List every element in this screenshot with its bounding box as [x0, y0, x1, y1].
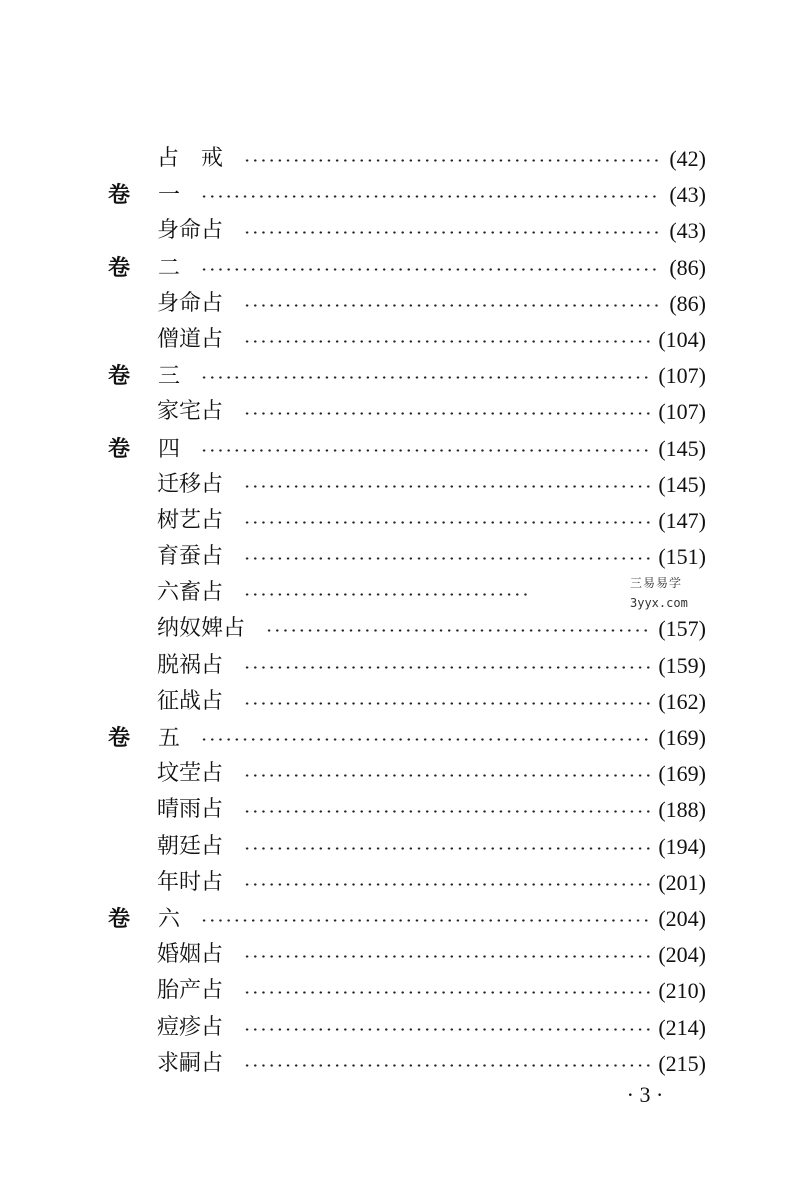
label-text: 迁移占	[157, 471, 224, 497]
watermark-url: 3yyx.com	[630, 596, 688, 610]
volume-label	[108, 906, 180, 933]
entry-label	[157, 797, 223, 823]
toc-entry-row	[0, 321, 790, 357]
label-text: 卷	[108, 435, 131, 462]
entry-label	[157, 291, 223, 317]
entry-label	[157, 689, 223, 715]
entry-label	[157, 1015, 223, 1041]
dot-leader	[200, 195, 661, 198]
label-text: 僧道占	[157, 326, 224, 352]
toc-entry-row	[0, 936, 790, 972]
dot-leader	[243, 159, 661, 162]
page-reference: (210)	[658, 978, 706, 1004]
label-text: 家宅占	[157, 399, 224, 425]
volume-number: 三	[158, 364, 181, 390]
dot-leader	[243, 847, 650, 850]
toc-volume-row	[0, 430, 790, 466]
toc-volume-row	[0, 719, 790, 755]
toc-entry-row	[0, 1045, 790, 1081]
dot-leader	[243, 955, 650, 958]
toc-entry-row	[0, 647, 790, 683]
dot-leader	[243, 883, 650, 886]
toc-entry-row	[0, 610, 790, 646]
entry-label	[157, 327, 223, 353]
toc-entry-row	[0, 285, 790, 321]
dot-leader	[200, 919, 650, 922]
toc-entry-row	[0, 755, 790, 791]
label-text: 征战占	[157, 688, 224, 714]
toc-volume-row	[0, 900, 790, 936]
page-reference: (145)	[658, 471, 706, 497]
entry-label	[157, 761, 223, 787]
toc-entry-row	[0, 393, 790, 429]
dot-leader	[243, 810, 650, 813]
dot-leader	[200, 738, 650, 741]
page-reference: (43)	[669, 182, 706, 208]
page-reference: (145)	[658, 435, 706, 461]
page-reference: (86)	[669, 290, 706, 316]
toc-entry-row	[0, 538, 790, 574]
volume-label	[108, 436, 180, 463]
label-text: 育蚕占	[157, 544, 224, 570]
toc-volume-row	[0, 176, 790, 212]
page-reference: (107)	[658, 399, 706, 425]
toc-volume-row	[0, 249, 790, 285]
label-text: 占 戒	[157, 146, 224, 171]
toc-entry-row	[0, 683, 790, 719]
toc-entry-row	[0, 212, 790, 248]
entry-label	[157, 472, 223, 498]
toc-entry-row	[0, 972, 790, 1008]
dot-leader	[243, 521, 650, 524]
label-text: 婚姻占	[157, 942, 224, 968]
dot-leader	[243, 774, 650, 777]
dot-leader	[200, 449, 650, 452]
volume-number: 四	[158, 436, 181, 462]
watermark-title: 三易易学	[630, 576, 683, 590]
page-reference: (194)	[658, 833, 706, 859]
label-text: 坟茔占	[157, 761, 224, 787]
dot-leader	[243, 991, 650, 994]
label-text: 身命占	[157, 218, 224, 244]
dot-leader	[265, 629, 650, 632]
label-text: 朝廷占	[157, 833, 224, 859]
entry-label	[157, 870, 223, 896]
volume-label	[108, 725, 180, 752]
entry-label	[157, 1051, 223, 1077]
page-reference: (147)	[658, 507, 706, 533]
page-reference: (159)	[658, 652, 706, 678]
entry-label	[157, 508, 223, 534]
dot-leader	[243, 593, 530, 596]
page-reference: (157)	[658, 616, 706, 642]
watermark	[630, 575, 710, 613]
entry-label	[157, 580, 223, 606]
page-reference: (86)	[669, 254, 706, 280]
entry-label	[157, 834, 223, 860]
page-reference: (104)	[658, 326, 706, 352]
label-text: 卷	[108, 254, 131, 281]
toc-entry-row	[0, 466, 790, 502]
page-reference: (204)	[658, 942, 706, 968]
toc-entry-row	[0, 1009, 790, 1045]
volume-label	[108, 363, 180, 390]
entry-label	[157, 616, 245, 642]
page-reference: (42)	[669, 146, 706, 171]
page-reference: (204)	[658, 905, 706, 931]
label-text: 脱祸占	[157, 652, 224, 678]
page-reference: (169)	[658, 761, 706, 787]
dot-leader	[243, 304, 661, 307]
page-reference: (201)	[658, 869, 706, 895]
dot-leader	[200, 376, 650, 379]
page-reference: (43)	[669, 218, 706, 244]
dot-leader	[243, 1028, 650, 1031]
volume-number: 六	[158, 906, 181, 932]
label-text: 六畜占	[157, 580, 224, 606]
toc-entry-row	[0, 864, 790, 900]
volume-label	[108, 182, 180, 209]
toc-volume-row	[0, 357, 790, 393]
volume-number: 二	[158, 255, 181, 281]
entry-label	[157, 146, 223, 172]
dot-leader	[243, 666, 650, 669]
label-text: 痘疹占	[157, 1014, 224, 1040]
page-reference: (188)	[658, 797, 706, 823]
toc-entry-row	[0, 828, 790, 864]
dot-leader	[243, 557, 650, 560]
page-reference: (162)	[658, 688, 706, 714]
page-reference: (215)	[658, 1050, 706, 1076]
toc-entry-row	[0, 791, 790, 827]
page-number: · 3 ·	[626, 1082, 664, 1107]
entry-label	[157, 218, 223, 244]
entry-label	[157, 942, 223, 968]
volume-label	[108, 255, 180, 282]
page-reference: (151)	[658, 544, 706, 570]
label-text: 树艺占	[157, 507, 224, 533]
dot-leader	[243, 412, 650, 415]
label-text: 胎产占	[157, 978, 224, 1004]
label-text: 身命占	[157, 290, 224, 316]
toc-entry-row	[0, 140, 790, 176]
entry-label	[157, 544, 223, 570]
entry-label	[157, 653, 223, 679]
label-text: 卷	[108, 363, 131, 390]
dot-leader	[243, 1064, 650, 1067]
dot-leader	[243, 485, 650, 488]
toc-entry-row	[0, 502, 790, 538]
label-text: 求嗣占	[157, 1050, 224, 1076]
volume-number: 一	[158, 183, 181, 209]
page-reference: (214)	[658, 1014, 706, 1040]
label-text: 年时占	[157, 869, 224, 895]
dot-leader	[243, 340, 650, 343]
page-reference: (169)	[658, 725, 706, 750]
dot-leader	[200, 268, 661, 271]
label-text: 卷	[108, 182, 131, 209]
label-text: 纳奴婢占	[157, 616, 246, 642]
dot-leader	[243, 702, 650, 705]
label-text: 晴雨占	[157, 797, 224, 823]
entry-label	[157, 978, 223, 1004]
page-reference: (107)	[658, 363, 706, 389]
volume-number: 五	[158, 726, 181, 751]
label-text: 卷	[108, 725, 131, 751]
dot-leader	[243, 231, 661, 234]
entry-label	[157, 399, 223, 425]
label-text: 卷	[108, 905, 131, 932]
